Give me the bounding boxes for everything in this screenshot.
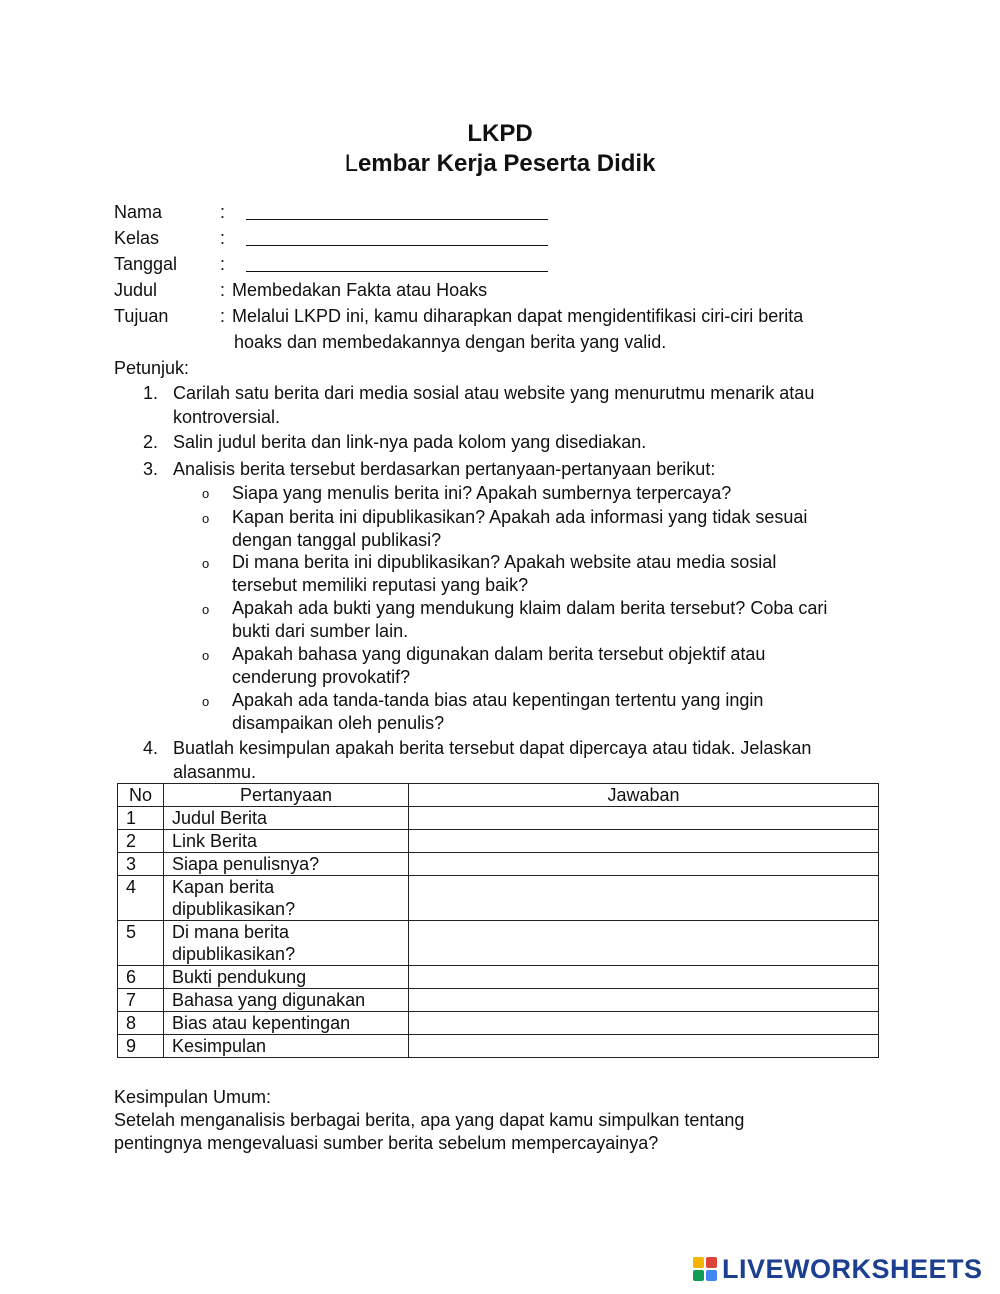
table-row (118, 876, 879, 921)
answer-cell[interactable] (409, 1012, 879, 1035)
question-line: dipublikasikan? (172, 899, 296, 919)
table-row (118, 989, 879, 1012)
answer-cell[interactable] (409, 921, 879, 966)
step-text: kontroversial. (173, 407, 281, 427)
answer-cell[interactable] (409, 876, 879, 921)
answer-cell[interactable] (409, 989, 879, 1012)
step-number: 3. (143, 459, 159, 479)
answer-cell[interactable] (409, 966, 879, 989)
field-colon: : (220, 306, 226, 326)
answer-cell[interactable] (409, 1035, 879, 1058)
brand-name: LIVEWORKSHEETS (722, 1253, 983, 1284)
header-jawaban: Jawaban (409, 784, 879, 807)
step-text: Analisis berita tersebut berdasarkan pertanyaan-pertanyaan berikut: (173, 459, 716, 479)
field-label: Nama (114, 202, 163, 222)
row-question: Kesimpulan (164, 1035, 409, 1058)
header-pertanyaan: Pertanyaan (164, 784, 409, 807)
logo-square (693, 1270, 704, 1281)
bullet-icon: o (202, 602, 210, 617)
answer-cell[interactable] (409, 830, 879, 853)
bullet-icon: o (202, 648, 210, 663)
bullet-icon: o (202, 556, 210, 571)
analysis-table (117, 783, 879, 1058)
row-question: Bukti pendukung (164, 966, 409, 989)
subpoint-text: Apakah ada tanda-tanda bias atau kepentingan tertentu yang ingin (232, 690, 764, 710)
row-number: 6 (118, 966, 164, 989)
tanggal-input-line[interactable] (246, 271, 548, 272)
row-question: Link Berita (164, 830, 409, 853)
subpoint-text: disampaikan oleh penulis? (232, 713, 445, 733)
table-row (118, 830, 879, 853)
subpoint-text: tersebut memiliki reputasi yang baik? (232, 575, 529, 595)
nama-input-line[interactable] (246, 219, 548, 220)
logo-square (706, 1270, 717, 1281)
field-value: Melalui LKPD ini, kamu diharapkan dapat mengidentifikasi ciri-ciri berita (232, 306, 804, 326)
step-number: 4. (143, 738, 159, 758)
subpoint-text: Di mana berita ini dipublikasikan? Apakah website atau media sosial (232, 552, 777, 572)
field-colon: : (220, 280, 226, 300)
field-colon: : (220, 228, 226, 248)
liveworksheets-logo-icon (693, 1257, 717, 1281)
field-colon: : (220, 202, 226, 222)
field-label: Tujuan (114, 306, 169, 326)
step-text: alasanmu. (173, 762, 257, 782)
row-question: Judul Berita (164, 807, 409, 830)
table-row (118, 966, 879, 989)
row-number: 1 (118, 807, 164, 830)
subpoint-text: bukti dari sumber lain. (232, 621, 409, 641)
step-number: 2. (143, 432, 159, 452)
subtitle-initial: L (344, 150, 358, 177)
row-question: Siapa penulisnya? (164, 853, 409, 876)
row-number: 4 (118, 876, 164, 921)
liveworksheets-brand (693, 1255, 983, 1283)
conclusion-heading: Kesimpulan Umum: (114, 1087, 272, 1107)
step-text: Buatlah kesimpulan apakah berita tersebut dapat dipercaya atau tidak. Jelaskan (173, 738, 812, 758)
question-line: dipublikasikan? (172, 944, 296, 964)
field-colon: : (220, 254, 226, 274)
subpoint-text: Apakah ada bukti yang mendukung klaim dalam berita tersebut? Coba cari (232, 598, 828, 618)
subtitle-rest: embar Kerja Peserta Didik (357, 150, 656, 177)
step-text: Carilah satu berita dari media sosial atau website yang menurutmu menarik atau (173, 383, 815, 403)
table-row (118, 1035, 879, 1058)
row-number: 8 (118, 1012, 164, 1035)
answer-cell[interactable] (409, 853, 879, 876)
subpoint-text: cenderung provokatif? (232, 667, 411, 687)
bullet-icon: o (202, 511, 210, 526)
row-number: 9 (118, 1035, 164, 1058)
table-header-row (118, 784, 879, 807)
page-title: LKPD (467, 120, 533, 147)
answer-cell[interactable] (409, 807, 879, 830)
step-number: 1. (143, 383, 159, 403)
field-value: Membedakan Fakta atau Hoaks (232, 280, 488, 300)
row-number: 7 (118, 989, 164, 1012)
logo-square (693, 1257, 704, 1268)
field-label: Judul (114, 280, 158, 300)
subpoint-text: dengan tanggal publikasi? (232, 530, 442, 550)
row-question (164, 876, 409, 921)
page-subtitle (0, 150, 1000, 178)
bullet-icon: o (202, 486, 210, 501)
conclusion-text: Setelah menganalisis berbagai berita, apa yang dapat kamu simpulkan tentang (114, 1110, 745, 1130)
bullet-icon: o (202, 694, 210, 709)
row-question (164, 921, 409, 966)
logo-square (706, 1257, 717, 1268)
row-question: Bias atau kepentingan (164, 1012, 409, 1035)
kelas-input-line[interactable] (246, 245, 548, 246)
table-row (118, 853, 879, 876)
conclusion-text: pentingnya mengevaluasi sumber berita sebelum mempercayainya? (114, 1133, 659, 1153)
step-text: Salin judul berita dan link-nya pada kolom yang disediakan. (173, 432, 647, 452)
field-value-continued: hoaks dan membedakannya dengan berita yang valid. (234, 332, 667, 352)
field-label: Tanggal (114, 254, 178, 274)
row-number: 2 (118, 830, 164, 853)
table-row (118, 921, 879, 966)
table-row (118, 807, 879, 830)
subpoint-text: Siapa yang menulis berita ini? Apakah sumbernya terpercaya? (232, 483, 732, 503)
row-number: 3 (118, 853, 164, 876)
field-label: Kelas (114, 228, 160, 248)
row-question: Bahasa yang digunakan (164, 989, 409, 1012)
header-no: No (118, 784, 164, 807)
subpoint-text: Apakah bahasa yang digunakan dalam berita tersebut objektif atau (232, 644, 766, 664)
subpoint-text: Kapan berita ini dipublikasikan? Apakah ada informasi yang tidak sesuai (232, 507, 808, 527)
table-row (118, 1012, 879, 1035)
instructions-heading: Petunjuk: (114, 358, 190, 378)
question-line: Di mana berita (172, 922, 290, 942)
question-line: Kapan berita (172, 877, 275, 897)
row-number: 5 (118, 921, 164, 966)
